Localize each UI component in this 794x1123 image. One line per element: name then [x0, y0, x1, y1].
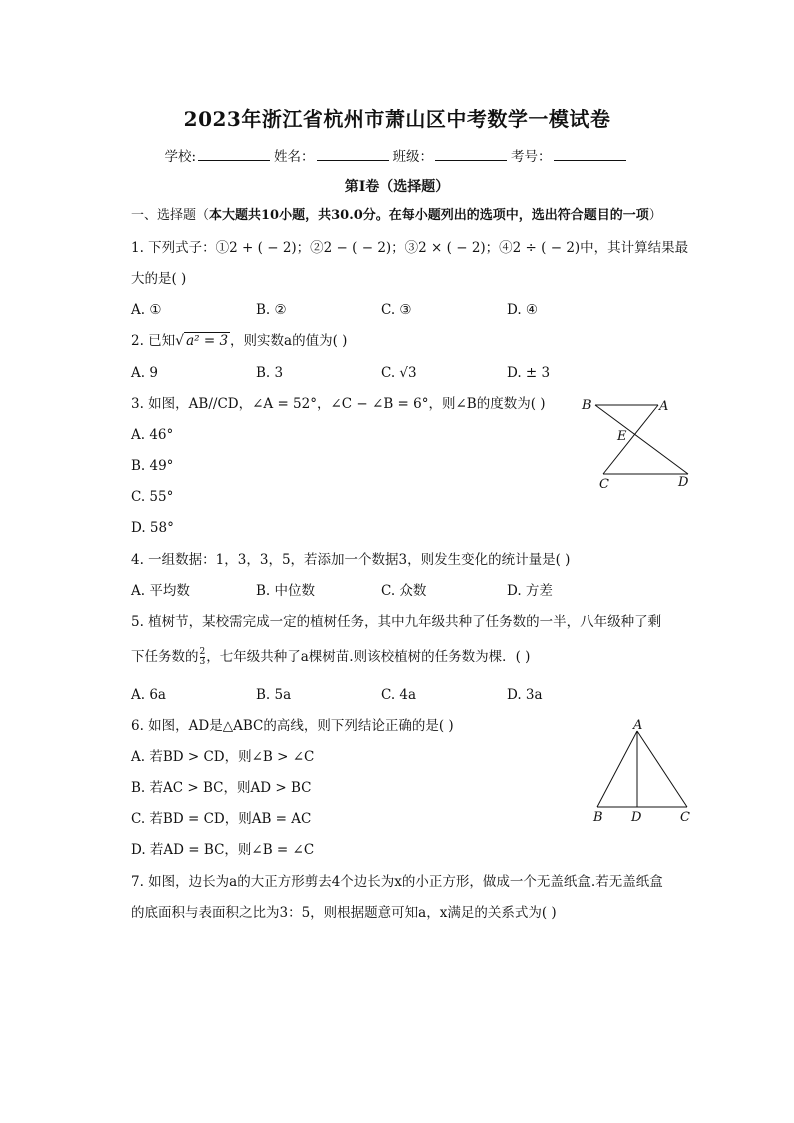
q4-option-d[interactable]: D. 方差	[507, 583, 553, 599]
q6-option-a[interactable]: A. 若BD > CD，则∠B > ∠C	[131, 749, 315, 765]
label-b: B	[582, 398, 592, 413]
q6-option-b[interactable]: B. 若AC > BC，则AD > BC	[131, 780, 312, 796]
segment-ac	[603, 405, 658, 474]
name-label: 姓名：	[274, 149, 315, 165]
label-c: C	[599, 477, 609, 492]
q5-stem-line2	[131, 648, 530, 667]
label-b: B	[593, 810, 603, 825]
name-field[interactable]	[317, 147, 389, 161]
fraction-numerator: 2	[199, 647, 206, 657]
q3-figure	[570, 392, 700, 492]
q3-stem: 3. 如图，AB//CD，∠A = 52°，∠C − ∠B = 6°，则∠B的度数为( )	[131, 396, 546, 412]
q5-line2-post: ，七年级共种了a棵树苗.则该校植树的任务数为棵．( )	[206, 649, 531, 665]
student-info-line	[0, 145, 794, 165]
q4-stem: 4. 一组数据：1，3，3，5，若添加一个数据3，则发生变化的统计量是( )	[131, 552, 571, 568]
q3-option-b[interactable]: B. 49°	[131, 458, 174, 474]
q1-option-b[interactable]: B. ②	[256, 302, 287, 318]
label-a: A	[659, 399, 669, 414]
section-rule: 本大题共10小题，共30.0分。在每小题列出的选项中，选出符合题目的一项	[209, 208, 649, 223]
q5-option-a[interactable]: A. 6a	[131, 687, 166, 703]
q1-stem-line2: 大的是( )	[131, 271, 187, 287]
q5-option-c[interactable]: C. 4a	[381, 687, 417, 703]
q1-option-c[interactable]: C. ③	[381, 302, 412, 318]
q6-option-d[interactable]: D. 若AD = BC，则∠B = ∠C	[131, 842, 315, 858]
q4-option-b[interactable]: B. 中位数	[256, 583, 316, 599]
segment-ab	[597, 731, 637, 807]
label-d: D	[678, 475, 689, 490]
q6-stem: 6. 如图，AD是△ABC的高线，则下列结论正确的是( )	[131, 718, 454, 734]
q2-stem: 2. 已知√ a² = 3 ，则实数a的值为( )	[131, 333, 348, 349]
q3-option-d[interactable]: D. 58°	[131, 520, 174, 536]
school-label: 学校:	[164, 149, 197, 165]
fraction-denominator: 3	[199, 657, 206, 667]
segment-bd	[595, 405, 688, 474]
q2-option-d[interactable]: D. ± 3	[507, 365, 551, 381]
q2-stem-post: ，则实数a的值为( )	[230, 333, 348, 349]
q5-line2-pre: 下任务数的	[131, 649, 199, 665]
class-field[interactable]	[435, 147, 507, 161]
q7-stem-line2: 的底面积与表面积之比为3：5，则根据题意可知a，x满足的关系式为( )	[131, 905, 557, 921]
q2-option-b[interactable]: B. 3	[256, 365, 284, 381]
label-e: E	[617, 429, 627, 444]
q6-option-c[interactable]: C. 若BD = CD，则AB = AC	[131, 811, 312, 827]
q2-option-a[interactable]: A. 9	[131, 365, 158, 381]
q1-option-d[interactable]: D. ④	[507, 302, 539, 318]
fraction-two-thirds	[200, 648, 206, 667]
q2-radicand: a² = 3	[186, 333, 229, 349]
label-c: C	[680, 810, 690, 825]
q3-option-c[interactable]: C. 55°	[131, 489, 174, 505]
exam-no-label: 考号：	[511, 149, 552, 165]
page-title: 2023年浙江省杭州市萧山区中考数学一模试卷	[183, 107, 611, 131]
section-lead: 一、选择题（	[131, 208, 210, 223]
class-label: 班级：	[392, 149, 434, 165]
section-heading	[131, 207, 662, 225]
q5-option-b[interactable]: B. 5a	[256, 687, 292, 703]
q1-option-a[interactable]: A. ①	[131, 302, 162, 318]
q2-stem-pre: 2. 已知	[131, 333, 176, 349]
volume-title: 第I卷（选择题）	[344, 179, 450, 195]
q5-option-d[interactable]: D. 3a	[507, 687, 543, 703]
q4-option-c[interactable]: C. 众数	[381, 583, 427, 599]
q4-option-a[interactable]: A. 平均数	[131, 583, 190, 599]
label-a: A	[633, 718, 643, 733]
exam-no-field[interactable]	[554, 147, 626, 161]
label-d: D	[631, 810, 642, 825]
segment-ac	[637, 731, 687, 807]
q3-option-a[interactable]: A. 46°	[131, 427, 174, 443]
school-field[interactable]	[198, 147, 270, 161]
section-tail: ）	[648, 208, 662, 223]
q7-stem-line1: 7. 如图，边长为a的大正方形剪去4个边长为x的小正方形，做成一个无盖纸盒.若无盖纸盒	[131, 874, 663, 890]
q1-stem-line1: 1. 下列式子：①2 + ( − 2)；②2 − ( − 2)；③2 × ( − 2)；④2 ÷ ( − 2)中，其计算结果最	[131, 240, 689, 256]
q6-figure	[585, 717, 695, 827]
q5-stem-line1: 5. 植树节，某校需完成一定的植树任务，其中九年级共种了任务数的一半，八年级种了剩	[131, 614, 662, 630]
q2-option-c[interactable]: C. √3	[381, 365, 417, 381]
